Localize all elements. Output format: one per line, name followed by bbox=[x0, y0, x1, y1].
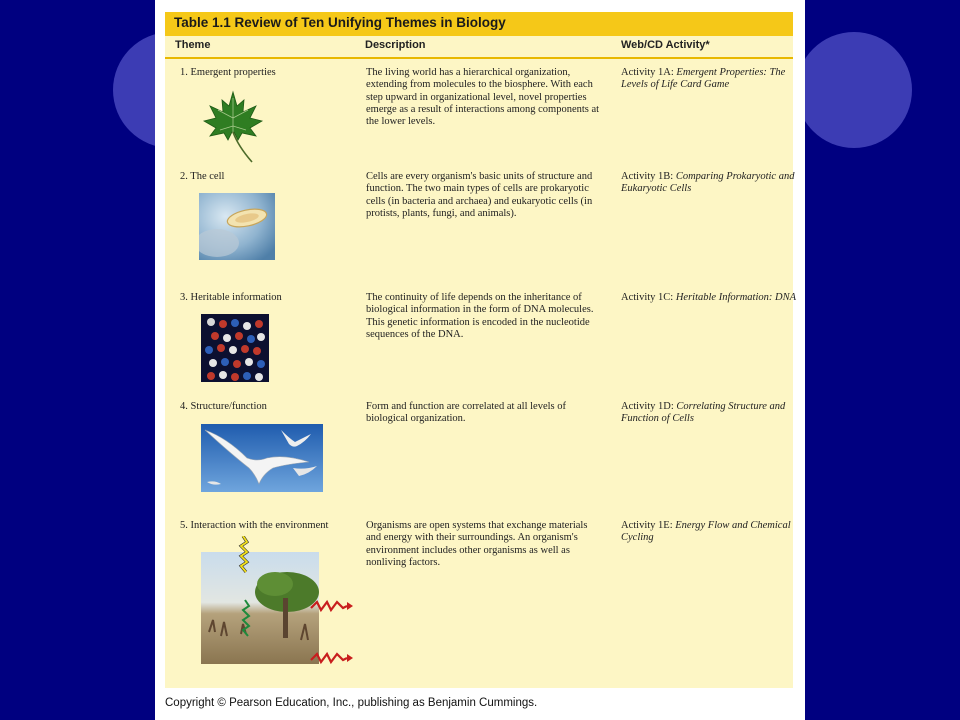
copyright-notice: Copyright © Pearson Education, Inc., publishing as Benjamin Cummings. bbox=[165, 697, 538, 709]
description-cell: The living world has a hierarchical organization, extending from molecules to the biosphere. With each step upward in organizational level, novel properties emerge as a result of interactions among components at the lower levels. bbox=[366, 67, 600, 128]
themes-table bbox=[165, 12, 796, 688]
savanna-image bbox=[201, 536, 353, 666]
activity-prefix: Activity 1B: bbox=[621, 171, 676, 182]
column-header-theme: Theme bbox=[175, 39, 211, 51]
dna-image bbox=[201, 314, 269, 382]
theme-cell: 3. Heritable information bbox=[180, 292, 282, 303]
activity-cell bbox=[621, 401, 797, 426]
column-header-description: Description bbox=[365, 39, 426, 51]
activity-title: Emergent Properties: The Levels of Life Card Game bbox=[621, 67, 786, 91]
activity-prefix: Activity 1E: bbox=[621, 520, 676, 531]
activity-prefix: Activity 1A: bbox=[621, 67, 677, 78]
activity-title: Comparing Prokaryotic and Eukaryotic Cells bbox=[621, 171, 795, 195]
cell-image bbox=[199, 193, 275, 260]
activity-title: Heritable Information: DNA bbox=[675, 292, 796, 303]
description-cell: Form and function are correlated at all levels of biological organization. bbox=[366, 401, 567, 425]
slide-content-panel bbox=[155, 0, 805, 720]
decorative-circle-right bbox=[796, 32, 912, 148]
column-header-activity: Web/CD Activity* bbox=[621, 39, 710, 51]
activity-cell bbox=[621, 171, 797, 196]
theme-cell: 4. Structure/function bbox=[180, 401, 267, 412]
activity-prefix: Activity 1D: bbox=[621, 401, 677, 412]
activity-title: Energy Flow and Chemical Cycling bbox=[621, 520, 791, 544]
theme-cell: 1. Emergent properties bbox=[180, 67, 276, 78]
header-divider bbox=[165, 57, 793, 59]
activity-title: Correlating Structure and Function of Cells bbox=[621, 401, 786, 425]
activity-cell bbox=[621, 292, 797, 304]
table-title-bar bbox=[165, 12, 793, 36]
table-title: Table 1.1 Review of Ten Unifying Themes in Biology bbox=[174, 15, 506, 30]
description-cell: Cells are every organism's basic units of structure and function. The two main types of cells are prokaryotic cells (in bacteria and archaea) and eukaryotic cells (in protists, plants, fungi, and animals). bbox=[366, 171, 593, 219]
activity-prefix: Activity 1C: bbox=[621, 292, 676, 303]
description-cell: The continuity of life depends on the inheritance of biological information in the form of DNA molecules. This genetic information is encoded in the nucleotide sequences of the DNA. bbox=[366, 292, 594, 340]
theme-cell: 2. The cell bbox=[180, 171, 225, 182]
seagulls-image bbox=[201, 424, 323, 492]
description-cell: Organisms are open systems that exchange materials and energy with their surroundings. An organism's environment includes other organisms as well as nonliving factors. bbox=[366, 520, 588, 568]
activity-cell bbox=[621, 520, 797, 545]
activity-cell bbox=[621, 67, 797, 92]
maple-leaf-image bbox=[200, 88, 266, 164]
theme-cell: 5. Interaction with the environment bbox=[180, 520, 329, 531]
